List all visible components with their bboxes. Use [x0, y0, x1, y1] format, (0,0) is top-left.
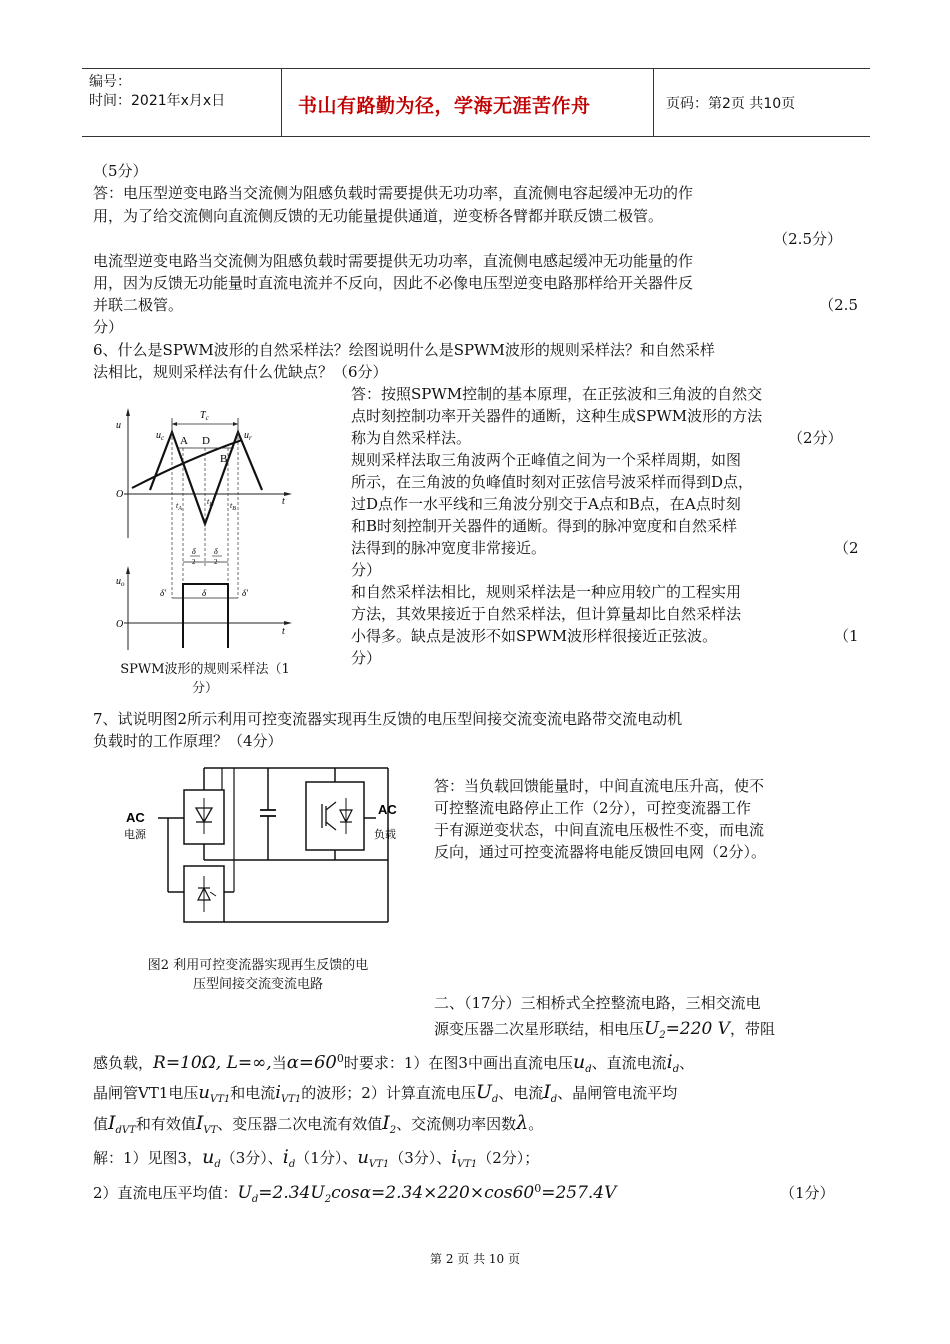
svg-text:2: 2 — [192, 558, 196, 566]
spwm-figure-caption: SPWM波形的规则采样法（1 分） — [120, 662, 290, 696]
delta-prime-right: δ' — [242, 588, 249, 598]
ta-label: $t_A$ — [176, 501, 182, 512]
header-page-number: 页码：第2页 共10页 — [666, 96, 796, 112]
ac-source-label: AC — [126, 810, 145, 825]
point-d-label: D — [202, 435, 210, 447]
q7-question: 7、试说明图2所示利用可控变流器实现再生反馈的电压型间接交流变流电路带交流电动机 — [93, 710, 683, 728]
header-divider — [653, 69, 654, 136]
svg-text:O: O — [116, 619, 124, 630]
header-meta — [89, 73, 225, 111]
q7-answer-line: 于有源逆变状态，中间直流电压极性不变，而电流 — [434, 821, 765, 839]
ur-label: $u_r$ — [244, 430, 252, 442]
part2-question: 源变压器二次星形联结，相电压$U_2=220$ V，带阻 — [434, 1018, 775, 1041]
tc-label: $T_c$ — [200, 410, 209, 422]
q6-answer-line: 点时刻控制功率开关器件的通断，这种生成SPWM波形的方法 — [351, 407, 763, 425]
q6-answer-line: 过D点作一水平线和三角波分别交于A点和B点，在A点时刻 — [351, 495, 741, 513]
q6-answer-line: 答：按照SPWM控制的基本原理，在正弦波和三角波的自然交 — [351, 385, 763, 403]
part2-question: 晶闸管VT1电压$u_{VT1}$和电流$i_{VT1}$的波形；2）计算直流电压$U_d$、电流$I_d$、晶闸管电流平均 — [93, 1081, 678, 1105]
regenerative-converter-circuit — [118, 762, 410, 944]
q6-answer-score: （1 — [834, 627, 859, 645]
doc-date: 时间：2021年x月x日 — [89, 93, 226, 109]
part2-question: 二、（17分）三相桥式全控整流电路，三相交流电 — [434, 994, 761, 1012]
q5-answer-line: 答：电压型逆变电路当交流侧为阻感负载时需要提供无功功率，直流侧电容起缓冲无功的作 — [93, 184, 694, 202]
q5-answer-score: 分） — [93, 318, 124, 336]
ac-source-sublabel: 电源 — [124, 829, 146, 841]
q7-question: 负载时的工作原理？（4分） — [93, 732, 283, 750]
q6-answer-score: 分） — [351, 649, 382, 667]
point-a-label: A — [180, 435, 188, 447]
part2-score: （1分） — [780, 1184, 835, 1202]
origin-label: O — [116, 489, 124, 500]
q6-answer-line: 和自然采样法相比，规则采样法是一种应用较广的工程实用 — [351, 583, 742, 601]
spwm-regular-sampling-figure — [110, 398, 300, 660]
t-axis-label: t — [282, 496, 285, 507]
q6-answer-line: 方法，其效果接近于自然采样法，但计算量却比自然采样法 — [351, 605, 742, 623]
page-footer: 第 2 页 共 10 页 — [430, 1252, 520, 1266]
point-b-label: B — [220, 453, 228, 465]
q7-answer-line: 答：当负载回馈能量时，中间直流电压升高，使不 — [434, 777, 765, 795]
uo-label: $u_o$ — [116, 576, 125, 588]
delta-label: δ — [202, 588, 207, 598]
q6-answer-score: （2分） — [788, 429, 843, 447]
q5-answer-line: 并联二极管。 — [93, 296, 184, 314]
q6-answer-score: （2 — [834, 539, 859, 557]
q5-answer-line: 用，为了给交流侧向直流侧反馈的无功能量提供通道，逆变桥各臂都并联反馈二极管。 — [93, 207, 664, 225]
inverter — [306, 782, 364, 850]
page-header — [82, 68, 870, 137]
header-divider — [281, 69, 282, 136]
q6-answer-line: 小得多。缺点是波形不如SPWM波形样很接近正弦波。 — [351, 627, 718, 645]
q6-question: 6、什么是SPWM波形的自然采样法？绘图说明什么是SPWM波形的规则采样法？和自然采样 — [93, 341, 715, 359]
part2-question: 值$I_{dVT}$和有效值$I_{VT}$、变压器二次电流有效值$I_2$、交流侧功率因数λ。 — [93, 1112, 544, 1136]
part2-solution: 解：1）见图3，$u_d(3$分）、$i_d(1$分）、$u_{VT1}(3$分）、$i_{VT1}(2$分）； — [93, 1146, 540, 1170]
q6-answer-line: 所示，在三角波的负峰值时刻对正弦信号波采样而得到D点， — [351, 473, 754, 491]
q7-answer-line: 可控整流电路停止工作（2分），可控变流器工作 — [434, 799, 752, 817]
uc-label: $u_c$ — [156, 430, 165, 442]
q5-answer-score: （2.5 — [819, 296, 858, 314]
ac-load-sublabel: 负载 — [374, 829, 396, 841]
ac-load-label: AC — [378, 802, 397, 817]
u-axis-label: u — [116, 420, 121, 431]
q5-answer-line: 电流型逆变电路当交流侧为阻感负载时需要提供无功功率，直流侧电感起缓冲无功能量的作 — [93, 252, 694, 270]
half-delta-left: δ — [192, 547, 196, 556]
td-label: $t_D$ — [207, 497, 214, 508]
q6-answer-line: 法得到的脉冲宽度非常接近。 — [351, 539, 547, 557]
q6-answer-score: 分） — [351, 561, 382, 579]
q6-answer-line: 规则采样法取三角波两个正峰值之间为一个采样周期，如图 — [351, 451, 742, 469]
q6-answer-line: 和B时刻控制开关器件的通断。得到的脉冲宽度和自然采样 — [351, 517, 738, 535]
header-motto: 书山有路勤为径，学海无涯苦作舟 — [298, 95, 591, 117]
q5-score: （5分） — [93, 162, 148, 180]
svg-text:2: 2 — [214, 558, 218, 566]
part2-solution: 2）直流电压平均值：$U_d=2.34U_2\cos\alpha=2.34\times 220\times\cos 60^0=257.4V$ — [93, 1182, 617, 1205]
half-delta-right: δ — [214, 547, 218, 556]
svg-text:t: t — [282, 626, 285, 637]
q5-answer-score: （2.5分） — [773, 230, 842, 248]
circuit-figure-caption: 图2 利用可控变流器实现再生反馈的电 压型间接交流变流电路 — [147, 958, 369, 992]
q6-answer-line: 称为自然采样法。 — [351, 429, 472, 447]
doc-number-label: 编号： — [89, 74, 131, 90]
q6-question: 法相比，规则采样法有什么优缺点？（6分） — [93, 363, 388, 381]
part2-question: 感负载，R=10Ω, L=∞,当$\alpha=60^0$时要求：1）在图3中画出直流电压$u_d$、直流电流$i_d$、 — [93, 1051, 695, 1075]
q7-answer-line: 反向，通过可控变流器将电能反馈回电网（2分）。 — [434, 843, 767, 861]
delta-prime-left: δ' — [160, 588, 167, 598]
tb-label: $t_B$ — [230, 501, 236, 512]
q5-answer-line: 用，因为反馈无功能量时直流电流并不反向，因此不必像电压型逆变电路那样给开关器件反 — [93, 274, 694, 292]
